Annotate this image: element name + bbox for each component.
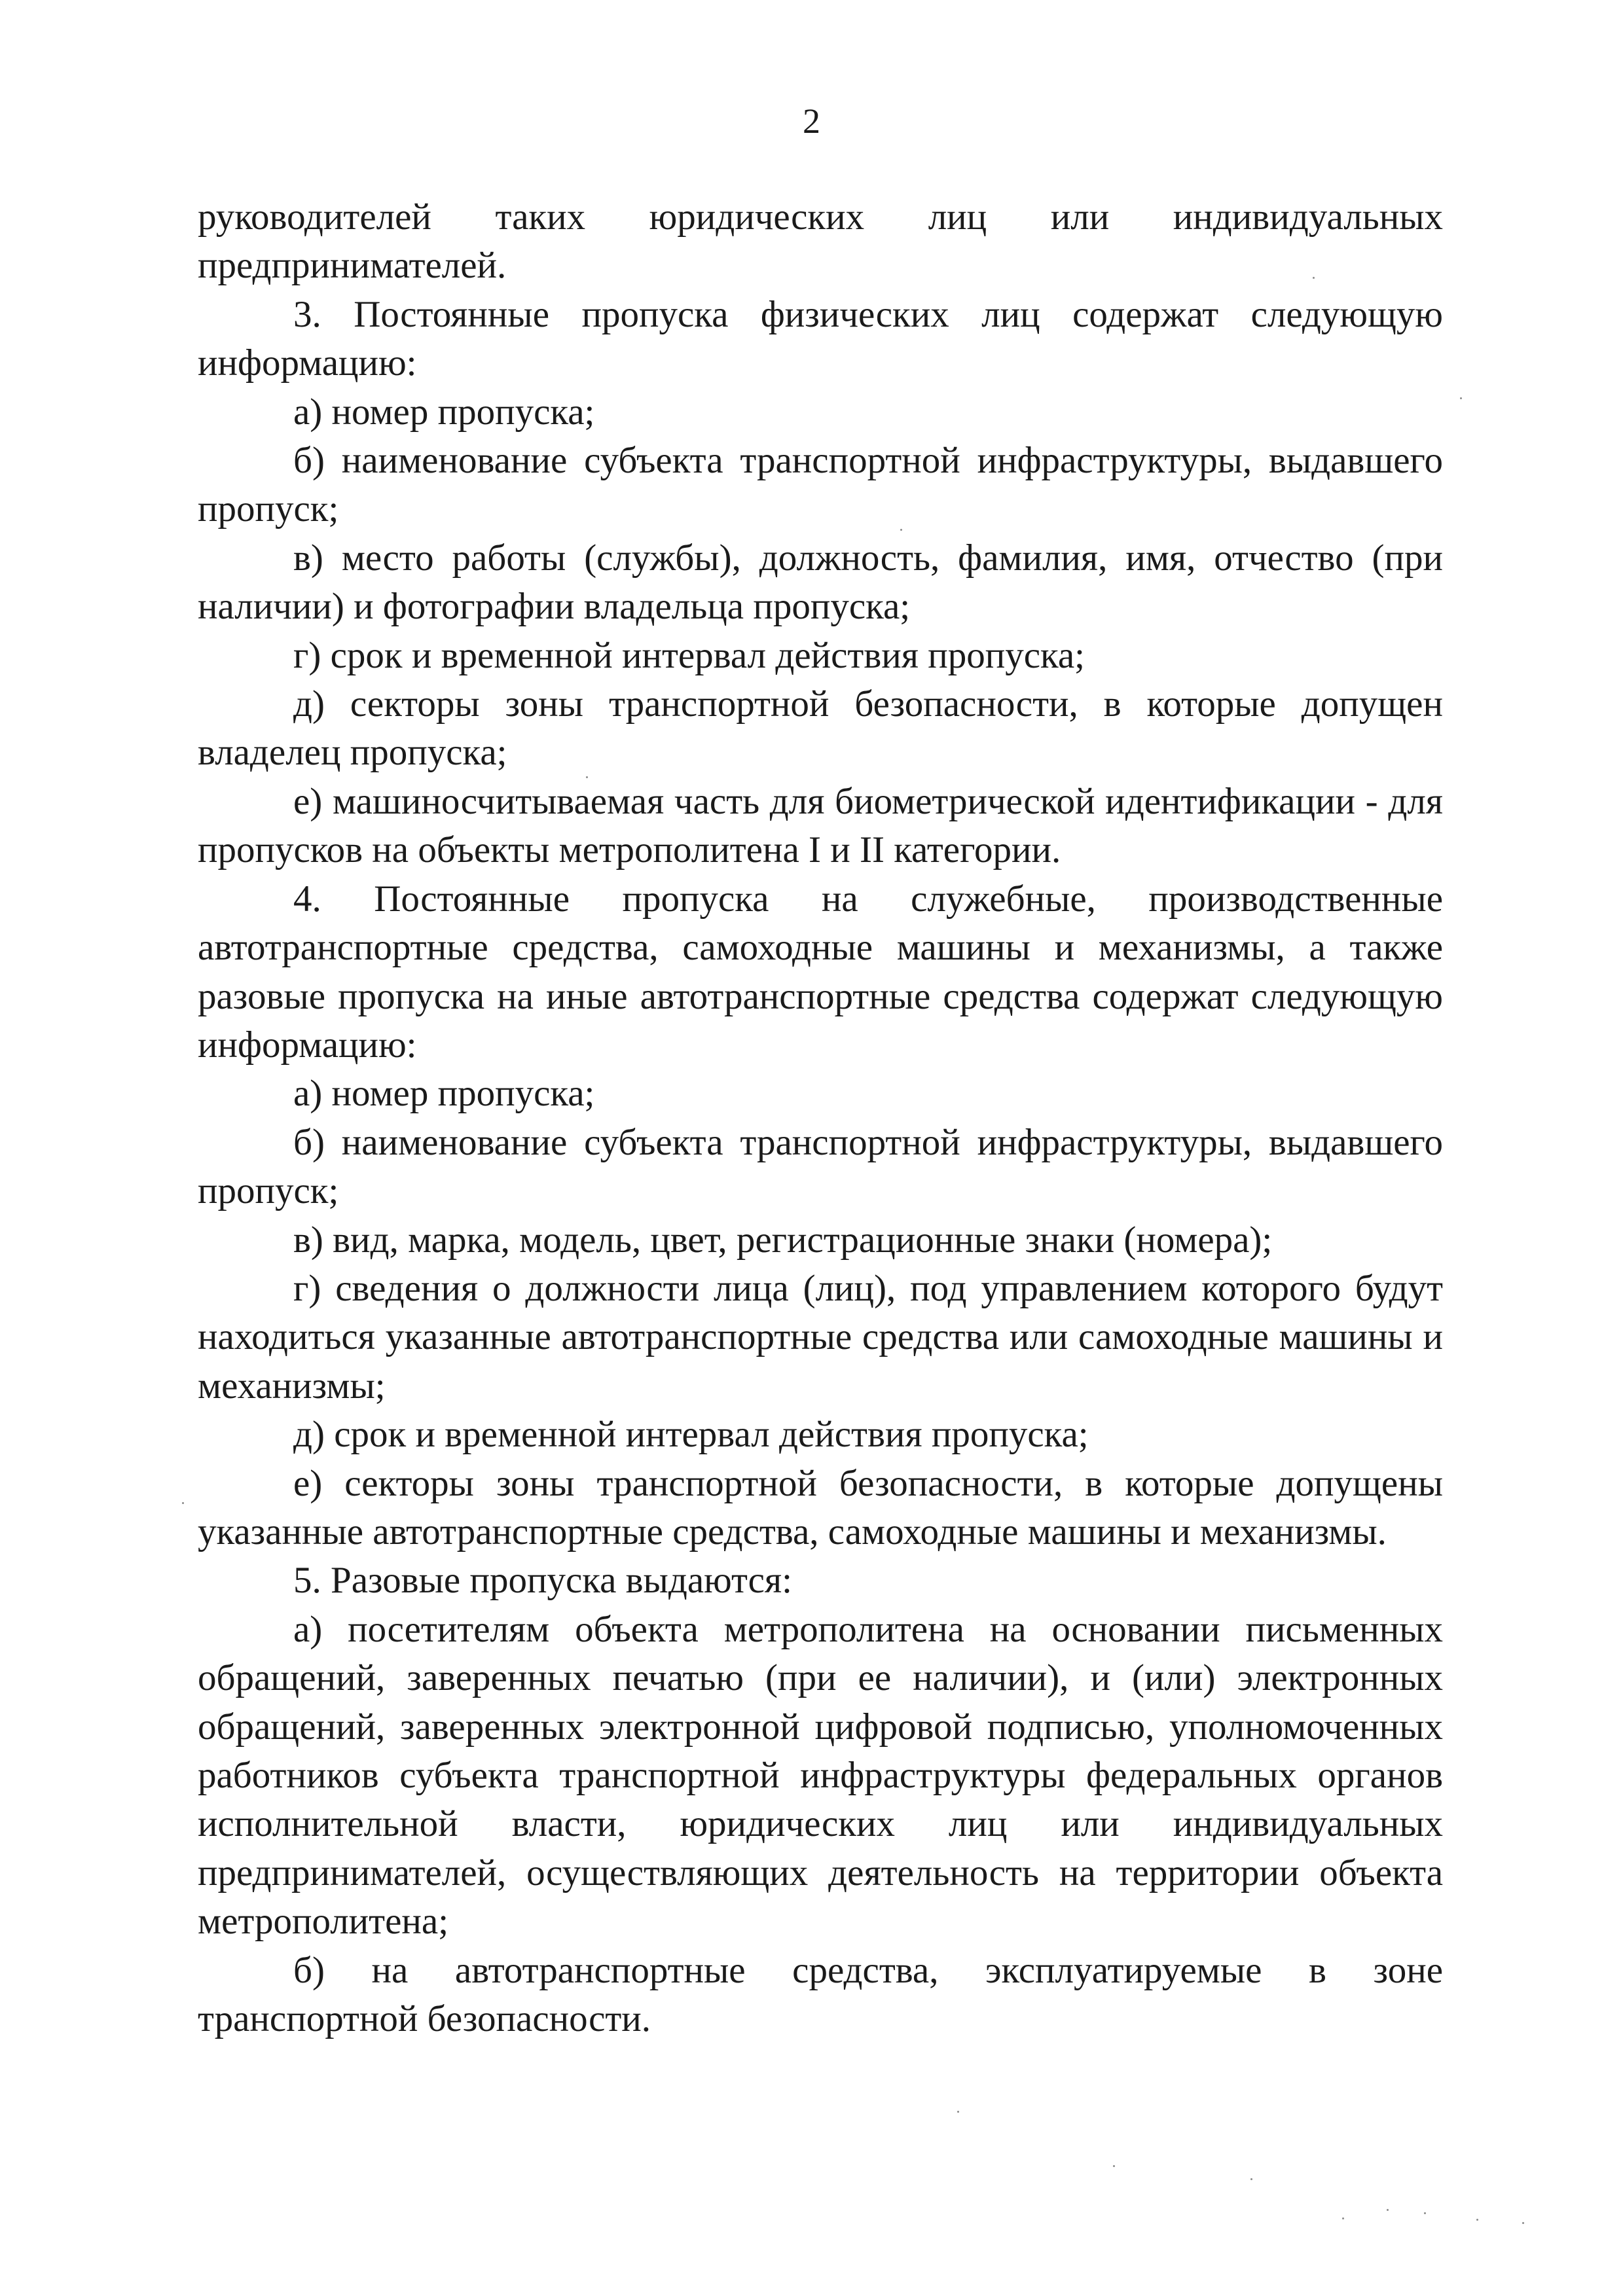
scan-speck [1250,2178,1252,2180]
scan-speck [586,776,588,778]
list-item-3g: г) срок и временной интервал действия пропуска; [293,634,1085,676]
paragraph-section-5: 5. Разовые пропуска выдаются: [293,1560,792,1602]
scan-speck [1313,277,1315,279]
list-item-4e: е) секторы зоны транспортной безопасности, в которые допущены указанные автотранспортные средства, самоходные машины и механизмы. [198,1462,1443,1552]
scan-speck [1387,2209,1389,2211]
paragraph-section-3: 3. Постоянные пропуска физических лиц содержат следующую информацию: [198,293,1443,384]
list-item-4g: г) сведения о должности лица (лиц), под управлением которого будут находиться указанные автотранспортные средства или самоходные машины и механизмы; [198,1267,1443,1407]
paragraph-continuation: руководителей таких юридических лиц или индивидуальных предпринимателей. [198,196,1443,287]
list-item-5a: а) посетителям объекта метрополитена на основании письменных обращений, заверенных печатью (при ее наличии), и (или) электронных обращений, заверенных электронной цифровой подписью, уполномоченных работников субъекта транспортной инфраструктуры федеральных органов исполнительной власти, юридических лиц или индивидуальных предпринимателей, осуществляющих деятельность на территории объекта метрополитена; [198,1608,1443,1943]
scan-speck [182,1502,184,1504]
list-item-3v: в) место работы (службы), должность, фамилия, имя, отчество (при наличии) и фотографии владельца пропуска; [198,537,1443,628]
scan-speck [900,529,902,531]
scan-speck [1522,2222,1524,2224]
list-item-4d: д) срок и временной интервал действия пропуска; [293,1414,1089,1456]
list-item-3b: б) наименование субъекта транспортной инфраструктуры, выдавшего пропуск; [198,440,1443,530]
list-item-3e: е) машиносчитываемая часть для биометрической идентификации - для пропусков на объекты метрополитена I и II категории. [198,780,1443,871]
document-body [198,193,1443,2043]
scan-speck [1460,397,1462,399]
scan-speck [1113,2165,1115,2167]
scan-speck [1476,2219,1478,2221]
list-item-3d: д) секторы зоны транспортной безопасности, в которые допущен владелец пропуска; [198,683,1443,774]
paragraph-section-4: 4. Постоянные пропуска на служебные, производственные автотранспортные средства, самоходные машины и механизмы, а также разовые пропуска на иные автотранспортные средства содержат следующую информацию: [198,878,1443,1066]
page-number: 2 [803,101,820,141]
list-item-4a: а) номер пропуска; [293,1073,595,1115]
list-item-5b: б) на автотранспортные средства, эксплуатируемые в зоне транспортной безопасности. [198,1949,1443,2040]
scan-speck [957,2111,959,2113]
list-item-4b: б) наименование субъекта транспортной инфраструктуры, выдавшего пропуск; [198,1121,1443,1212]
scan-speck [1342,2217,1344,2219]
scan-speck [1424,2212,1426,2214]
list-item-3a: а) номер пропуска; [293,391,595,433]
list-item-4v: в) вид, марка, модель, цвет, регистрационные знаки (номера); [293,1219,1273,1261]
